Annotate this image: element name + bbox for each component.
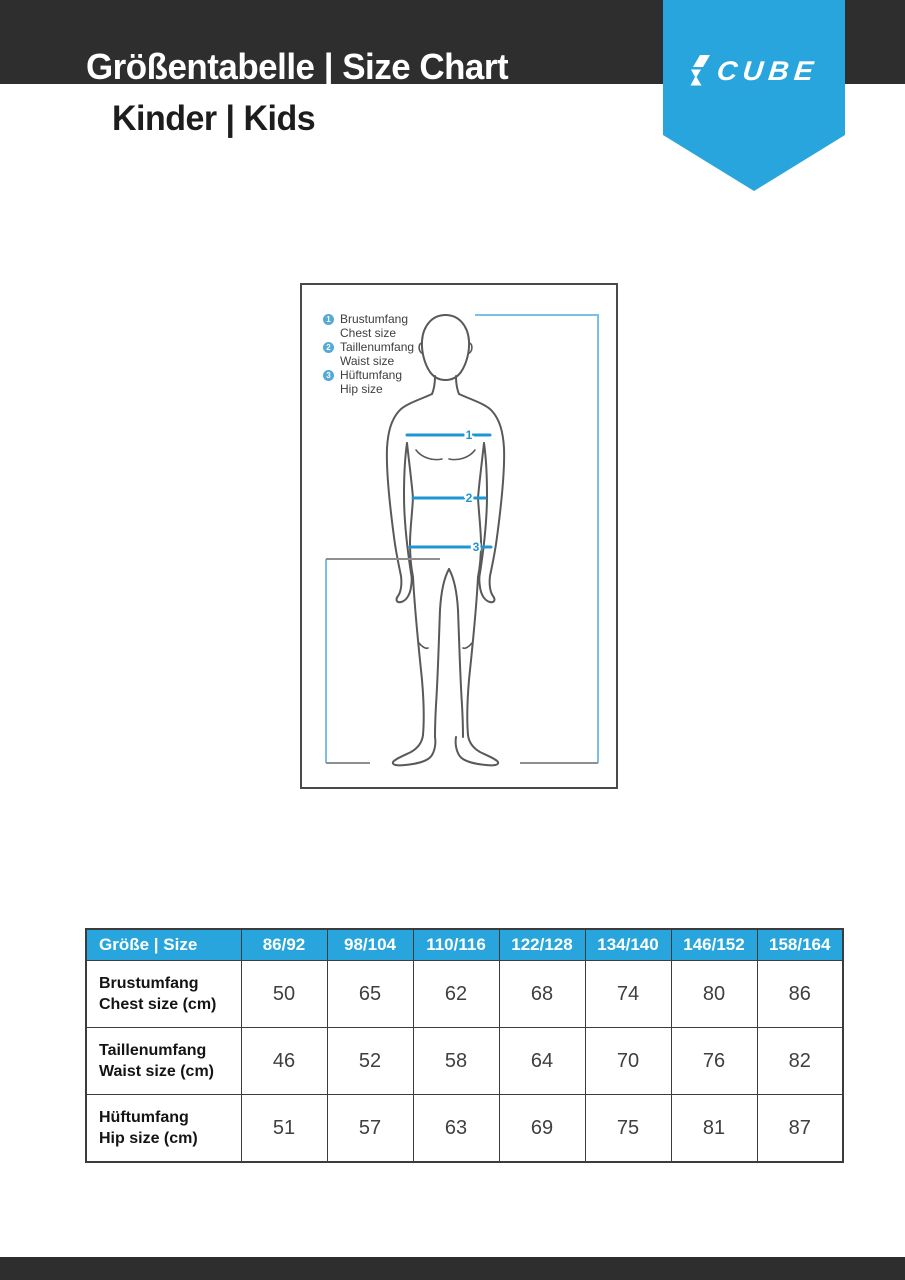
table-row-chest: [86, 961, 843, 1028]
legend-number-3: 3: [323, 370, 334, 381]
size-value-cell: 50: [241, 961, 327, 1028]
header-cell-size: Größe | Size: [86, 929, 241, 961]
size-value-cell: 76: [671, 1028, 757, 1095]
size-value-cell: 64: [499, 1028, 585, 1095]
legend-label-de: Hüftumfang: [340, 368, 403, 382]
legend-number-2: 2: [323, 342, 334, 353]
row-label: Taillenumfang Waist size (cm): [86, 1028, 241, 1095]
header-cell: 122/128: [499, 929, 585, 961]
legend-number-1: 1: [323, 314, 334, 325]
size-value-cell: 75: [585, 1095, 671, 1163]
diagram-legend: [323, 312, 414, 396]
header-cell: 86/92: [241, 929, 327, 961]
legend-item-hip: [323, 368, 414, 396]
page-title: Größentabelle | Size Chart: [86, 46, 509, 87]
size-value-cell: 57: [327, 1095, 413, 1163]
size-value-cell: 80: [671, 961, 757, 1028]
size-value-cell: 58: [413, 1028, 499, 1095]
size-value-cell: 82: [757, 1028, 843, 1095]
row-label: Hüftumfang Hip size (cm): [86, 1095, 241, 1163]
legend-item-waist: [323, 340, 414, 368]
page-subtitle: Kinder | Kids: [112, 99, 316, 138]
size-value-cell: 63: [413, 1095, 499, 1163]
header-cell: 134/140: [585, 929, 671, 961]
row-label: Brustumfang Chest size (cm): [86, 961, 241, 1028]
size-value-cell: 69: [499, 1095, 585, 1163]
table-header-row: [86, 929, 843, 961]
legend-label-en: Chest size: [340, 326, 397, 340]
size-value-cell: 65: [327, 961, 413, 1028]
legend-item-chest: [323, 312, 414, 340]
size-value-cell: 87: [757, 1095, 843, 1163]
measure-label-3: 3: [472, 540, 480, 554]
legend-label-de: Taillenumfang: [340, 340, 415, 354]
header-cell: 98/104: [327, 929, 413, 961]
cube-logo-icon: [689, 55, 711, 86]
size-value-cell: 52: [327, 1028, 413, 1095]
legend-label-en: Waist size: [340, 354, 395, 368]
legend-label-en: Hip size: [340, 382, 383, 396]
brand-ribbon: [663, 0, 845, 135]
size-value-cell: 46: [241, 1028, 327, 1095]
header-cell: 110/116: [413, 929, 499, 961]
header-cell: 146/152: [671, 929, 757, 961]
cube-logo-text: CUBE: [715, 55, 820, 86]
measurement-diagram: [300, 283, 618, 789]
size-table: [85, 928, 844, 1163]
table-row-hip: [86, 1095, 843, 1163]
cube-logo: [689, 55, 820, 86]
size-value-cell: 68: [499, 961, 585, 1028]
table-row-waist: [86, 1028, 843, 1095]
size-value-cell: 86: [757, 961, 843, 1028]
measure-label-2: 2: [465, 491, 473, 505]
size-value-cell: 62: [413, 961, 499, 1028]
size-value-cell: 70: [585, 1028, 671, 1095]
measure-label-1: 1: [465, 428, 473, 442]
size-value-cell: 81: [671, 1095, 757, 1163]
bottom-dark-bar: [0, 1257, 905, 1280]
size-value-cell: 74: [585, 961, 671, 1028]
legend-label-de: Brustumfang: [340, 312, 409, 326]
size-value-cell: 51: [241, 1095, 327, 1163]
header-cell: 158/164: [757, 929, 843, 961]
